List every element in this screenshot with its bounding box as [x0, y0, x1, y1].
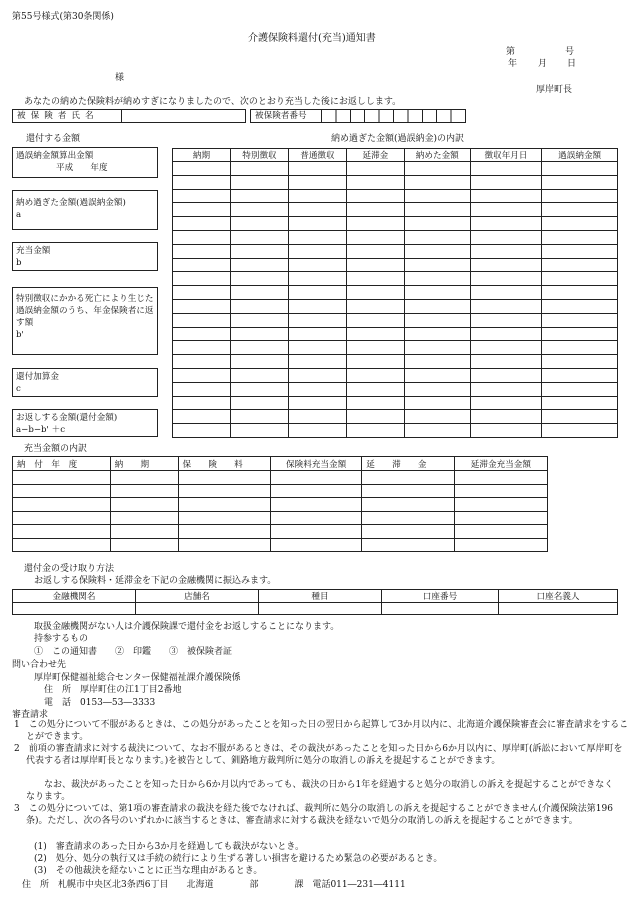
insured-number-field[interactable] [250, 109, 466, 123]
overpaid-cell[interactable] [173, 286, 231, 300]
bring-header: 持参するもの [34, 634, 89, 644]
overpaid-cell[interactable] [346, 382, 404, 396]
calc-era: 平成 [56, 163, 74, 173]
allocation-cell[interactable] [270, 471, 361, 485]
overpaid-cell[interactable] [173, 258, 231, 272]
allocation-cell[interactable] [178, 471, 270, 485]
overpaid-header-row [173, 149, 618, 162]
calc-fy: 年度 [90, 163, 108, 173]
overpaid-cell[interactable] [346, 424, 404, 438]
overpaid-cell[interactable] [288, 189, 346, 203]
overpaid-cell[interactable] [542, 189, 618, 203]
overpaid-cell[interactable] [404, 286, 470, 300]
overpaid-cell[interactable] [470, 313, 542, 327]
col-header: 特別徴収 [230, 149, 288, 162]
bank-table [12, 589, 618, 615]
overpaid-cell[interactable] [346, 217, 404, 231]
refund-header: 還付する金額 [26, 134, 81, 144]
overpaid-cell[interactable] [173, 230, 231, 244]
overpaid-cell[interactable] [230, 424, 288, 438]
overpaid-cell[interactable] [404, 382, 470, 396]
overpaid-cell[interactable] [288, 203, 346, 217]
insured-name-field[interactable] [12, 109, 246, 123]
overpaid-cell[interactable] [173, 244, 231, 258]
allocation-cell[interactable] [110, 471, 178, 485]
overpaid-cell[interactable] [288, 162, 346, 176]
overpaid-cell[interactable] [230, 203, 288, 217]
branch-name-cell[interactable] [136, 603, 259, 615]
issue-month: 月 [538, 59, 548, 69]
allocation-cell[interactable] [178, 538, 270, 552]
overpaid-cell[interactable] [288, 244, 346, 258]
overpaid-cell[interactable] [346, 230, 404, 244]
overpaid-cell[interactable] [230, 286, 288, 300]
overpaid-cell[interactable] [404, 217, 470, 231]
col-header: 延滞金 [346, 149, 404, 162]
overpaid-cell[interactable] [470, 382, 542, 396]
overpaid-table [172, 148, 618, 438]
overpaid-cell[interactable] [404, 258, 470, 272]
overpaid-cell[interactable] [346, 258, 404, 272]
overpaid-cell[interactable] [470, 175, 542, 189]
no-bank-note: 取扱金融機関がない人は介護保険課で還付金をお返しすることになります。 [34, 622, 340, 632]
overpaid-cell[interactable] [288, 424, 346, 438]
allocation-row[interactable] [13, 498, 548, 512]
overpaid-cell[interactable] [230, 189, 288, 203]
overpaid-cell[interactable] [404, 355, 470, 369]
allocation-row[interactable] [13, 538, 548, 552]
overpaid-cell[interactable] [470, 410, 542, 424]
overpaid-cell[interactable] [542, 368, 618, 382]
form-number: 第55号様式(第30条関係) [12, 12, 114, 22]
review-item-2b: なお、裁決があったことを知った日から6か月以内であっても、裁決の日から1年を経過すると処分の取消しの訴えを提起することができなくなります。 [26, 780, 614, 802]
issue-day: 日 [567, 59, 577, 69]
overpaid-cell[interactable] [288, 368, 346, 382]
overpaid-cell[interactable] [470, 286, 542, 300]
overpaid-cell[interactable] [346, 410, 404, 424]
overpaid-cell[interactable] [346, 189, 404, 203]
overpaid-cell[interactable] [230, 327, 288, 341]
item-b-label: 充当金額 [16, 246, 51, 256]
issue-number-label: 第 [506, 47, 516, 57]
allocation-cell[interactable] [362, 511, 454, 525]
overpaid-cell[interactable] [230, 355, 288, 369]
allocation-cell[interactable] [454, 525, 547, 539]
issue-year: 年 [508, 59, 518, 69]
overpaid-cell[interactable] [542, 286, 618, 300]
col-header: 口座番号 [382, 590, 499, 603]
allocation-cell[interactable] [270, 498, 361, 512]
review-3-sub-1: (1) 審査請求のあった日から3か月を経過しても裁決がないとき。 [34, 842, 305, 852]
overpaid-row[interactable] [173, 368, 618, 382]
col-header: 延滞金充当金額 [454, 457, 547, 471]
allocation-cell[interactable] [270, 484, 361, 498]
allocation-cell[interactable] [178, 484, 270, 498]
col-header: 店舗名 [136, 590, 259, 603]
overpaid-cell[interactable] [173, 299, 231, 313]
overpaid-cell[interactable] [542, 272, 618, 286]
overpaid-cell[interactable] [288, 272, 346, 286]
allocation-cell[interactable] [13, 538, 111, 552]
allocation-cell[interactable] [110, 484, 178, 498]
account-type-cell[interactable] [259, 603, 382, 615]
overpaid-cell[interactable] [230, 175, 288, 189]
overpaid-cell[interactable] [288, 396, 346, 410]
contact-address: 住 所 厚岸町住の江1丁目2番地 [44, 685, 182, 695]
overpaid-row[interactable] [173, 244, 618, 258]
allocation-header-row [13, 457, 548, 471]
overpaid-cell[interactable] [404, 341, 470, 355]
overpaid-cell[interactable] [230, 313, 288, 327]
overpaid-cell[interactable] [346, 341, 404, 355]
overpaid-cell[interactable] [346, 313, 404, 327]
overpaid-cell[interactable] [173, 355, 231, 369]
allocation-cell[interactable] [270, 525, 361, 539]
item-b-box [12, 242, 158, 271]
review-3-sub-3: (3) その他裁決を経ないことに正当な理由があるとき。 [34, 866, 263, 876]
overpaid-cell[interactable] [470, 203, 542, 217]
bank-entry-row[interactable] [13, 603, 618, 615]
overpaid-cell[interactable] [346, 355, 404, 369]
overpaid-cell[interactable] [470, 341, 542, 355]
receipt-note: お返しする保険料・延滞金を下記の金融機関に振込みます。 [34, 576, 277, 586]
overpaid-cell[interactable] [542, 382, 618, 396]
overpaid-row[interactable] [173, 355, 618, 369]
calc-label: 過誤納金額算出金額 [16, 151, 94, 161]
overpaid-cell[interactable] [542, 327, 618, 341]
bring-items: ① この通知書 ② 印鑑 ③ 被保険者証 [34, 647, 233, 657]
overpaid-row[interactable] [173, 258, 618, 272]
overpaid-row[interactable] [173, 327, 618, 341]
footer-address: 住 所 札幌市中央区北3条西6丁目 北海道 部 課 電話011―231―4111 [22, 880, 406, 890]
overpaid-cell[interactable] [346, 244, 404, 258]
item-c-box [12, 368, 158, 397]
overpaid-cell[interactable] [542, 203, 618, 217]
col-header: 納期 [173, 149, 231, 162]
allocation-cell[interactable] [362, 471, 454, 485]
overpaid-cell[interactable] [288, 355, 346, 369]
overpaid-cell[interactable] [173, 396, 231, 410]
review-item-1: 1 この処分について不服があるときは、この処分があったことを知った日の翌日から起算して3か月以内に、北海道介護保険審査会に審査請求をすることができます。 [14, 720, 629, 742]
overpaid-cell[interactable] [346, 299, 404, 313]
overpaid-cell[interactable] [288, 327, 346, 341]
review-item-3: 3 この処分については、第1項の審査請求の裁決を経た後でなければ、裁判所に処分の取消しの訴えを提起することができません(介護保険法第196条)。ただし、次の各号のいずれかに該当するときは、審査請求に対する裁決を経ないで処分の取消しの訴えを提起することができます。 [14, 804, 613, 826]
overpaid-cell[interactable] [470, 244, 542, 258]
overpaid-cell[interactable] [288, 313, 346, 327]
overpaid-cell[interactable] [542, 313, 618, 327]
page-title: 介護保険料還付(充当)通知書 [248, 33, 376, 44]
overpaid-cell[interactable] [173, 368, 231, 382]
item-refund-box [12, 409, 158, 437]
col-header: 金融機関名 [13, 590, 136, 603]
item-b2-code: b' [16, 330, 24, 340]
overpaid-cell[interactable] [470, 327, 542, 341]
overpaid-cell[interactable] [404, 410, 470, 424]
overpaid-row[interactable] [173, 299, 618, 313]
col-header: 保険料充当金額 [270, 457, 361, 471]
overpaid-cell[interactable] [346, 327, 404, 341]
overpaid-cell[interactable] [470, 230, 542, 244]
overpaid-cell[interactable] [404, 203, 470, 217]
overpaid-cell[interactable] [542, 258, 618, 272]
allocation-row[interactable] [13, 525, 548, 539]
overpaid-cell[interactable] [542, 424, 618, 438]
addressee-suffix: 様 [115, 73, 125, 83]
allocation-cell[interactable] [270, 511, 361, 525]
overpaid-cell[interactable] [288, 299, 346, 313]
bank-name-cell[interactable] [13, 603, 136, 615]
contact-header: 問い合わせ先 [12, 660, 67, 670]
overpaid-cell[interactable] [404, 230, 470, 244]
item-c-code: c [16, 384, 21, 394]
overpaid-cell[interactable] [470, 258, 542, 272]
allocation-cell[interactable] [454, 538, 547, 552]
overpaid-cell[interactable] [542, 410, 618, 424]
overpaid-cell[interactable] [542, 341, 618, 355]
insured-number-cells [321, 110, 465, 122]
insured-name-divider [121, 110, 122, 122]
overpaid-row[interactable] [173, 175, 618, 189]
overpaid-cell[interactable] [404, 162, 470, 176]
item-refund-code: a−b−b' ＋c [16, 425, 66, 435]
review-header: 審査請求 [12, 710, 49, 720]
overpaid-cell[interactable] [288, 286, 346, 300]
overpaid-cell[interactable] [173, 217, 231, 231]
overpaid-cell[interactable] [470, 189, 542, 203]
allocation-cell[interactable] [13, 498, 111, 512]
allocation-cell[interactable] [454, 471, 547, 485]
overpaid-cell[interactable] [470, 424, 542, 438]
overpaid-cell[interactable] [173, 162, 231, 176]
overpaid-cell[interactable] [173, 175, 231, 189]
issuer: 厚岸町長 [536, 85, 573, 95]
col-header: 普通徴収 [288, 149, 346, 162]
allocation-cell[interactable] [362, 484, 454, 498]
overpaid-cell[interactable] [230, 396, 288, 410]
overpaid-row[interactable] [173, 189, 618, 203]
overpaid-cell[interactable] [173, 327, 231, 341]
overpaid-cell[interactable] [173, 203, 231, 217]
allocation-cell[interactable] [110, 538, 178, 552]
overpaid-cell[interactable] [404, 189, 470, 203]
overpaid-cell[interactable] [470, 368, 542, 382]
allocation-cell[interactable] [454, 498, 547, 512]
overpaid-row[interactable] [173, 286, 618, 300]
overpaid-row[interactable] [173, 162, 618, 176]
contact-office: 厚岸町保健福祉総合センター保健福祉課介護保険係 [34, 673, 241, 683]
overpaid-cell[interactable] [542, 244, 618, 258]
issue-number-suffix: 号 [565, 47, 575, 57]
item-a-code: a [16, 210, 22, 220]
overpaid-cell[interactable] [404, 175, 470, 189]
item-a-label: 納め過ぎた金額(過誤納金額) [16, 198, 126, 208]
allocation-cell[interactable] [178, 511, 270, 525]
overpaid-cell[interactable] [173, 382, 231, 396]
overpaid-cell[interactable] [230, 217, 288, 231]
overpaid-cell[interactable] [288, 341, 346, 355]
col-header: 種目 [259, 590, 382, 603]
allocation-cell[interactable] [454, 484, 547, 498]
overpaid-cell[interactable] [230, 341, 288, 355]
overpaid-cell[interactable] [404, 424, 470, 438]
overpaid-row[interactable] [173, 382, 618, 396]
allocation-cell[interactable] [270, 538, 361, 552]
overpaid-cell[interactable] [346, 396, 404, 410]
allocation-cell[interactable] [362, 538, 454, 552]
allocation-cell[interactable] [13, 484, 111, 498]
overpaid-header: 納め過ぎた金額(過誤納金)の内訳 [331, 134, 465, 144]
overpaid-row[interactable] [173, 396, 618, 410]
allocation-cell[interactable] [110, 511, 178, 525]
item-a-box [12, 190, 158, 230]
overpaid-cell[interactable] [346, 286, 404, 300]
allocation-table [12, 456, 548, 552]
allocation-cell[interactable] [13, 525, 111, 539]
overpaid-cell[interactable] [288, 258, 346, 272]
overpaid-cell[interactable] [230, 162, 288, 176]
overpaid-cell[interactable] [470, 355, 542, 369]
overpaid-cell[interactable] [404, 313, 470, 327]
overpaid-cell[interactable] [542, 355, 618, 369]
overpaid-cell[interactable] [404, 368, 470, 382]
overpaid-cell[interactable] [288, 230, 346, 244]
overpaid-cell[interactable] [346, 368, 404, 382]
col-header: 口座名義人 [499, 590, 618, 603]
item-b2-label: 特別徴収にかかる死亡により生じた過誤納金額のうち、年金保険者に返す額 [16, 294, 154, 328]
calc-era-line [16, 162, 154, 174]
overpaid-cell[interactable] [404, 244, 470, 258]
overpaid-cell[interactable] [404, 327, 470, 341]
insured-name-label: 被保険者氏名 [17, 111, 99, 121]
intro-text: あなたの納めた保険料が納めすぎになりましたので、次のとおり充当した後にお返しします。 [24, 97, 402, 107]
allocation-cell[interactable] [362, 525, 454, 539]
overpaid-cell[interactable] [230, 258, 288, 272]
overpaid-cell[interactable] [230, 299, 288, 313]
overpaid-cell[interactable] [230, 272, 288, 286]
overpaid-row[interactable] [173, 203, 618, 217]
overpaid-row[interactable] [173, 424, 618, 438]
overpaid-cell[interactable] [173, 189, 231, 203]
item-c-label: 還付加算金 [16, 372, 59, 382]
overpaid-cell[interactable] [173, 424, 231, 438]
col-header: 保 険 料 [178, 457, 270, 471]
overpaid-cell[interactable] [542, 396, 618, 410]
review-3-sub-2: (2) 処分、処分の執行又は手続の続行により生ずる著しい損害を避けるため緊急の必要があるとき。 [34, 854, 443, 864]
allocation-cell[interactable] [178, 525, 270, 539]
overpaid-cell[interactable] [173, 341, 231, 355]
col-header: 過誤納金額 [542, 149, 618, 162]
overpaid-cell[interactable] [173, 410, 231, 424]
contact-phone: 電 話 0153―53―3333 [44, 698, 156, 708]
review-item-2: 2 前項の審査請求に対する裁決について、なお不服があるときは、その裁決があったことを知った日から6か月以内に、厚岸町(訴訟において厚岸町を代表する者は厚岸町長となります。)を被告として、釧路地方裁判所に処分の取消しの訴えを提起することができます。 [14, 744, 623, 766]
allocation-cell[interactable] [454, 511, 547, 525]
overpaid-cell[interactable] [173, 272, 231, 286]
account-holder-cell[interactable] [499, 603, 618, 615]
allocation-row[interactable] [13, 484, 548, 498]
overpaid-cell[interactable] [230, 382, 288, 396]
overpaid-row[interactable] [173, 217, 618, 231]
overpaid-row[interactable] [173, 272, 618, 286]
overpaid-cell[interactable] [470, 272, 542, 286]
overpaid-cell[interactable] [542, 162, 618, 176]
item-b2-box [12, 287, 158, 355]
overpaid-cell[interactable] [470, 217, 542, 231]
col-header: 納 付 年 度 [13, 457, 111, 471]
allocation-cell[interactable] [13, 511, 111, 525]
overpaid-cell[interactable] [230, 410, 288, 424]
overpaid-cell[interactable] [230, 244, 288, 258]
insured-number-label: 被保険者番号 [255, 111, 307, 121]
item-b-code: b [16, 258, 22, 268]
allocation-header: 充当金額の内訳 [24, 444, 88, 454]
col-header: 延 滞 金 [362, 457, 454, 471]
overpaid-cell[interactable] [470, 396, 542, 410]
overpaid-cell[interactable] [404, 272, 470, 286]
allocation-row[interactable] [13, 471, 548, 485]
overpaid-cell[interactable] [288, 175, 346, 189]
overpaid-cell[interactable] [288, 410, 346, 424]
overpaid-cell[interactable] [230, 230, 288, 244]
overpaid-cell[interactable] [346, 203, 404, 217]
overpaid-cell[interactable] [173, 313, 231, 327]
overpaid-cell[interactable] [404, 396, 470, 410]
allocation-cell[interactable] [110, 525, 178, 539]
overpaid-cell[interactable] [470, 162, 542, 176]
calc-box [12, 147, 158, 178]
col-header: 徴収年月日 [470, 149, 542, 162]
overpaid-cell[interactable] [404, 299, 470, 313]
allocation-cell[interactable] [178, 498, 270, 512]
overpaid-cell[interactable] [288, 217, 346, 231]
bank-header-row [13, 590, 618, 603]
overpaid-cell[interactable] [230, 368, 288, 382]
col-header: 納めた金額 [404, 149, 470, 162]
overpaid-cell[interactable] [542, 175, 618, 189]
allocation-row[interactable] [13, 511, 548, 525]
allocation-cell[interactable] [13, 471, 111, 485]
overpaid-cell[interactable] [288, 382, 346, 396]
overpaid-cell[interactable] [470, 299, 542, 313]
overpaid-cell[interactable] [542, 217, 618, 231]
allocation-cell[interactable] [362, 498, 454, 512]
overpaid-cell[interactable] [542, 299, 618, 313]
account-number-cell[interactable] [382, 603, 499, 615]
overpaid-cell[interactable] [346, 162, 404, 176]
overpaid-cell[interactable] [542, 230, 618, 244]
receipt-header: 還付金の受け取り方法 [24, 564, 115, 574]
overpaid-row[interactable] [173, 313, 618, 327]
overpaid-row[interactable] [173, 230, 618, 244]
overpaid-cell[interactable] [346, 272, 404, 286]
allocation-cell[interactable] [110, 498, 178, 512]
overpaid-cell[interactable] [346, 175, 404, 189]
item-refund-label: お返しする金額(還付金額) [16, 413, 118, 423]
overpaid-row[interactable] [173, 341, 618, 355]
col-header: 納 期 [110, 457, 178, 471]
overpaid-row[interactable] [173, 410, 618, 424]
